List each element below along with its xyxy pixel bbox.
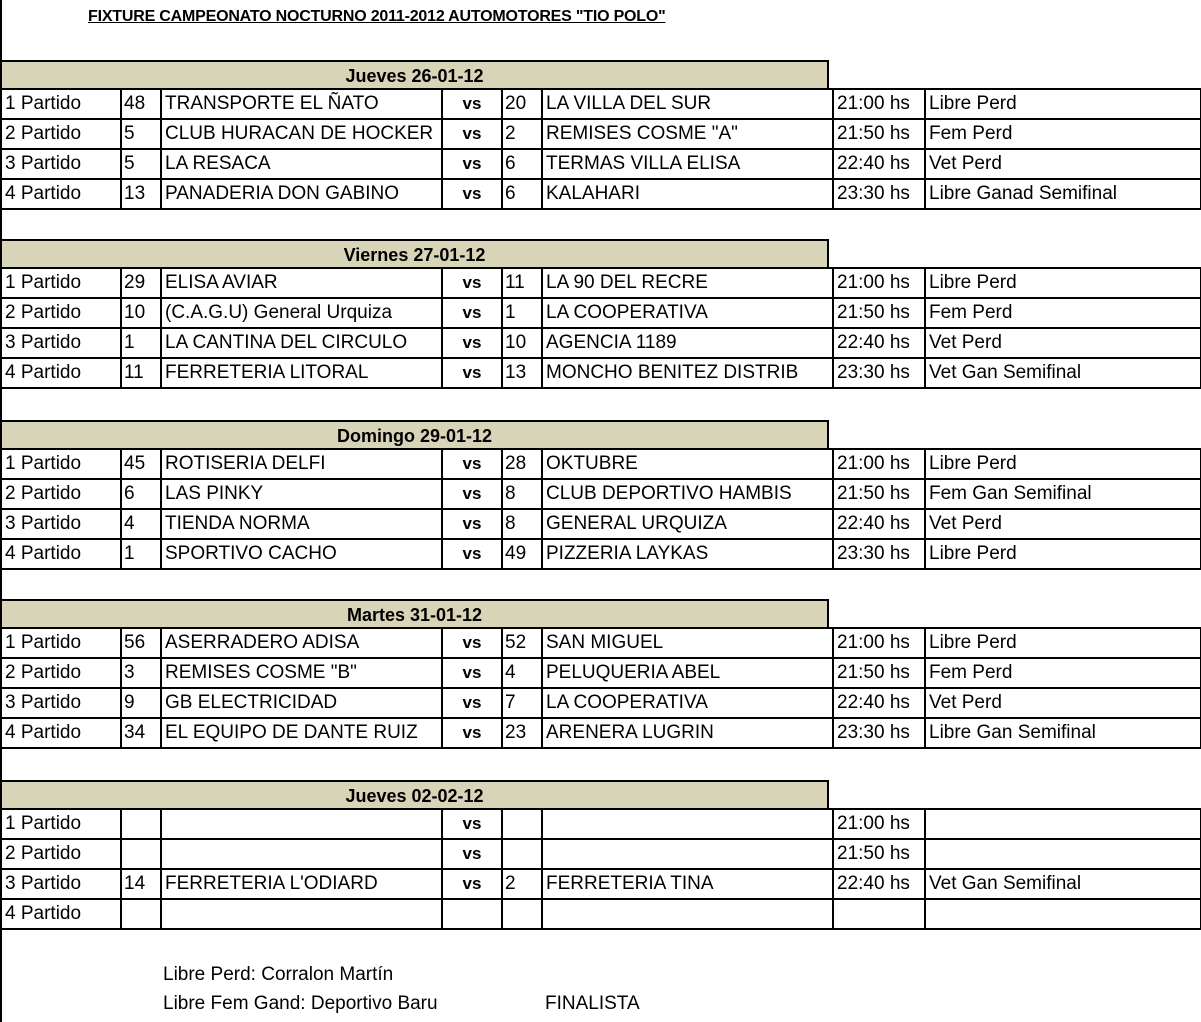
match-row	[1, 718, 1201, 748]
match-number-cell: 1 Partido	[1, 89, 121, 119]
match-row	[1, 688, 1201, 718]
team1-name-cell: TIENDA NORMA	[161, 509, 442, 539]
team2-number-cell: 23	[502, 718, 542, 748]
match-number-cell: 1 Partido	[1, 449, 121, 479]
result-cell: Vet Perd	[925, 149, 1201, 179]
team2-name-cell: FERRETERIA TINA	[542, 869, 833, 899]
vs-cell: vs	[442, 869, 502, 899]
team1-name-cell	[161, 899, 442, 929]
team1-number-cell: 29	[121, 268, 161, 298]
match-row	[1, 179, 1201, 209]
team2-name-cell	[542, 839, 833, 869]
match-row	[1, 268, 1201, 298]
team2-name-cell	[542, 809, 833, 839]
team1-number-cell: 11	[121, 358, 161, 388]
page-title: FIXTURE CAMPEONATO NOCTURNO 2011-2012 AUTOMOTORES "TIO POLO"	[88, 8, 666, 25]
time-cell: 21:00 hs	[833, 628, 925, 658]
team1-number-cell: 9	[121, 688, 161, 718]
team2-number-cell: 28	[502, 449, 542, 479]
team1-name-cell: GB ELECTRICIDAD	[161, 688, 442, 718]
team2-name-cell: LA COOPERATIVA	[542, 298, 833, 328]
match-row	[1, 298, 1201, 328]
footer-note-2: Libre Fem Gand: Deportivo Baru	[163, 993, 438, 1014]
team1-number-cell: 14	[121, 869, 161, 899]
match-row	[1, 839, 1201, 869]
match-table	[0, 88, 1201, 210]
team2-number-cell: 1	[502, 298, 542, 328]
time-cell: 23:30 hs	[833, 179, 925, 209]
vs-cell: vs	[442, 479, 502, 509]
match-number-cell: 2 Partido	[1, 839, 121, 869]
team1-name-cell: CLUB HURACAN DE HOCKER	[161, 119, 442, 149]
match-number-cell: 3 Partido	[1, 688, 121, 718]
team2-number-cell: 20	[502, 89, 542, 119]
team1-number-cell: 34	[121, 718, 161, 748]
vs-cell: vs	[442, 688, 502, 718]
match-number-cell: 2 Partido	[1, 119, 121, 149]
match-row	[1, 328, 1201, 358]
team2-number-cell: 52	[502, 628, 542, 658]
time-cell: 23:30 hs	[833, 718, 925, 748]
match-number-cell: 2 Partido	[1, 479, 121, 509]
match-number-cell: 3 Partido	[1, 328, 121, 358]
team2-name-cell: TERMAS VILLA ELISA	[542, 149, 833, 179]
vs-cell	[442, 899, 502, 929]
vs-cell: vs	[442, 449, 502, 479]
team1-name-cell: PANADERIA DON GABINO	[161, 179, 442, 209]
time-cell: 23:30 hs	[833, 539, 925, 569]
time-cell	[833, 899, 925, 929]
team1-name-cell	[161, 839, 442, 869]
team1-number-cell: 56	[121, 628, 161, 658]
team2-name-cell: AGENCIA 1189	[542, 328, 833, 358]
result-cell: Fem Perd	[925, 119, 1201, 149]
team2-name-cell: MONCHO BENITEZ DISTRIB	[542, 358, 833, 388]
team1-number-cell: 10	[121, 298, 161, 328]
result-cell	[925, 839, 1201, 869]
vs-cell: vs	[442, 268, 502, 298]
time-cell: 21:00 hs	[833, 268, 925, 298]
match-row	[1, 628, 1201, 658]
team1-number-cell: 5	[121, 119, 161, 149]
match-table	[0, 808, 1201, 930]
time-cell: 22:40 hs	[833, 509, 925, 539]
match-row	[1, 658, 1201, 688]
result-cell: Libre Perd	[925, 539, 1201, 569]
team2-number-cell: 6	[502, 179, 542, 209]
footer-note-1: Libre Perd: Corralon Martín	[163, 964, 394, 985]
vs-cell: vs	[442, 539, 502, 569]
team1-number-cell: 5	[121, 149, 161, 179]
result-cell: Vet Perd	[925, 688, 1201, 718]
match-table	[0, 627, 1201, 749]
match-row	[1, 89, 1201, 119]
team1-number-cell	[121, 899, 161, 929]
team2-number-cell: 8	[502, 509, 542, 539]
match-row	[1, 149, 1201, 179]
team1-number-cell: 1	[121, 328, 161, 358]
result-cell: Vet Gan Semifinal	[925, 869, 1201, 899]
match-number-cell: 1 Partido	[1, 809, 121, 839]
result-cell: Fem Perd	[925, 658, 1201, 688]
result-cell: Libre Perd	[925, 89, 1201, 119]
team1-name-cell: ASERRADERO ADISA	[161, 628, 442, 658]
time-cell: 21:50 hs	[833, 839, 925, 869]
team2-number-cell	[502, 899, 542, 929]
match-number-cell: 4 Partido	[1, 358, 121, 388]
match-table	[0, 267, 1201, 389]
day-header: Domingo 29-01-12	[0, 420, 829, 448]
team1-name-cell	[161, 809, 442, 839]
team1-number-cell: 6	[121, 479, 161, 509]
team2-name-cell: SAN MIGUEL	[542, 628, 833, 658]
team2-name-cell: LA COOPERATIVA	[542, 688, 833, 718]
team1-name-cell: LA RESACA	[161, 149, 442, 179]
time-cell: 21:50 hs	[833, 658, 925, 688]
team2-name-cell: LA VILLA DEL SUR	[542, 89, 833, 119]
match-row	[1, 509, 1201, 539]
team2-number-cell: 6	[502, 149, 542, 179]
match-number-cell: 2 Partido	[1, 298, 121, 328]
team1-name-cell: FERRETERIA L'ODIARD	[161, 869, 442, 899]
team2-name-cell: OKTUBRE	[542, 449, 833, 479]
vs-cell: vs	[442, 358, 502, 388]
vs-cell: vs	[442, 509, 502, 539]
match-number-cell: 4 Partido	[1, 539, 121, 569]
day-header: Viernes 27-01-12	[0, 239, 829, 267]
result-cell	[925, 899, 1201, 929]
result-cell: Fem Gan Semifinal	[925, 479, 1201, 509]
team1-name-cell: EL EQUIPO DE DANTE RUIZ	[161, 718, 442, 748]
team2-number-cell: 11	[502, 268, 542, 298]
team1-number-cell: 1	[121, 539, 161, 569]
team2-name-cell	[542, 899, 833, 929]
match-row	[1, 479, 1201, 509]
time-cell: 21:50 hs	[833, 479, 925, 509]
result-cell: Vet Gan Semifinal	[925, 358, 1201, 388]
match-number-cell: 2 Partido	[1, 658, 121, 688]
day-header: Martes 31-01-12	[0, 599, 829, 627]
time-cell: 21:50 hs	[833, 119, 925, 149]
match-row	[1, 119, 1201, 149]
time-cell: 21:00 hs	[833, 89, 925, 119]
team1-number-cell: 45	[121, 449, 161, 479]
result-cell: Vet Perd	[925, 509, 1201, 539]
team2-name-cell: PIZZERIA LAYKAS	[542, 539, 833, 569]
team2-name-cell: GENERAL URQUIZA	[542, 509, 833, 539]
team2-number-cell: 49	[502, 539, 542, 569]
match-row	[1, 899, 1201, 929]
time-cell: 22:40 hs	[833, 688, 925, 718]
team1-name-cell: (C.A.G.U) General Urquiza	[161, 298, 442, 328]
result-cell: Libre Perd	[925, 268, 1201, 298]
team1-name-cell: SPORTIVO CACHO	[161, 539, 442, 569]
team1-name-cell: ELISA AVIAR	[161, 268, 442, 298]
team2-number-cell: 4	[502, 658, 542, 688]
time-cell: 22:40 hs	[833, 328, 925, 358]
match-number-cell: 4 Partido	[1, 899, 121, 929]
vs-cell: vs	[442, 718, 502, 748]
result-cell: Libre Gan Semifinal	[925, 718, 1201, 748]
vs-cell: vs	[442, 628, 502, 658]
time-cell: 21:50 hs	[833, 298, 925, 328]
team1-name-cell: REMISES COSME "B"	[161, 658, 442, 688]
match-number-cell: 4 Partido	[1, 718, 121, 748]
match-number-cell: 3 Partido	[1, 869, 121, 899]
team1-number-cell	[121, 809, 161, 839]
time-cell: 22:40 hs	[833, 869, 925, 899]
vs-cell: vs	[442, 298, 502, 328]
team2-number-cell: 8	[502, 479, 542, 509]
match-number-cell: 4 Partido	[1, 179, 121, 209]
time-cell: 21:00 hs	[833, 809, 925, 839]
day-header: Jueves 26-01-12	[0, 60, 829, 88]
match-row	[1, 869, 1201, 899]
team1-number-cell: 13	[121, 179, 161, 209]
result-cell: Vet Perd	[925, 328, 1201, 358]
match-number-cell: 1 Partido	[1, 268, 121, 298]
vs-cell: vs	[442, 328, 502, 358]
vs-cell: vs	[442, 149, 502, 179]
team1-number-cell: 48	[121, 89, 161, 119]
team2-name-cell: REMISES COSME "A"	[542, 119, 833, 149]
team1-name-cell: FERRETERIA LITORAL	[161, 358, 442, 388]
team2-number-cell: 2	[502, 869, 542, 899]
match-number-cell: 3 Partido	[1, 149, 121, 179]
team1-name-cell: ROTISERIA DELFI	[161, 449, 442, 479]
time-cell: 21:00 hs	[833, 449, 925, 479]
team2-name-cell: KALAHARI	[542, 179, 833, 209]
team2-name-cell: LA 90 DEL RECRE	[542, 268, 833, 298]
match-row	[1, 449, 1201, 479]
team2-name-cell: ARENERA LUGRIN	[542, 718, 833, 748]
team2-number-cell	[502, 839, 542, 869]
match-row	[1, 358, 1201, 388]
team2-number-cell: 10	[502, 328, 542, 358]
result-cell: Libre Ganad Semifinal	[925, 179, 1201, 209]
vs-cell: vs	[442, 89, 502, 119]
result-cell: Fem Perd	[925, 298, 1201, 328]
time-cell: 23:30 hs	[833, 358, 925, 388]
team2-name-cell: PELUQUERIA ABEL	[542, 658, 833, 688]
team1-name-cell: LA CANTINA DEL CIRCULO	[161, 328, 442, 358]
day-header: Jueves 02-02-12	[0, 780, 829, 808]
match-number-cell: 3 Partido	[1, 509, 121, 539]
team1-number-cell	[121, 839, 161, 869]
team1-name-cell: LAS PINKY	[161, 479, 442, 509]
match-row	[1, 539, 1201, 569]
team1-number-cell: 3	[121, 658, 161, 688]
vs-cell: vs	[442, 809, 502, 839]
result-cell	[925, 809, 1201, 839]
result-cell: Libre Perd	[925, 449, 1201, 479]
finalista-label: FINALISTA	[545, 993, 640, 1014]
vs-cell: vs	[442, 839, 502, 869]
time-cell: 22:40 hs	[833, 149, 925, 179]
team1-name-cell: TRANSPORTE EL ÑATO	[161, 89, 442, 119]
team2-number-cell: 13	[502, 358, 542, 388]
vs-cell: vs	[442, 119, 502, 149]
team2-number-cell: 2	[502, 119, 542, 149]
vs-cell: vs	[442, 658, 502, 688]
match-number-cell: 1 Partido	[1, 628, 121, 658]
match-table	[0, 448, 1201, 570]
result-cell: Libre Perd	[925, 628, 1201, 658]
team2-number-cell: 7	[502, 688, 542, 718]
match-row	[1, 809, 1201, 839]
team2-number-cell	[502, 809, 542, 839]
vs-cell: vs	[442, 179, 502, 209]
team1-number-cell: 4	[121, 509, 161, 539]
team2-name-cell: CLUB DEPORTIVO HAMBIS	[542, 479, 833, 509]
